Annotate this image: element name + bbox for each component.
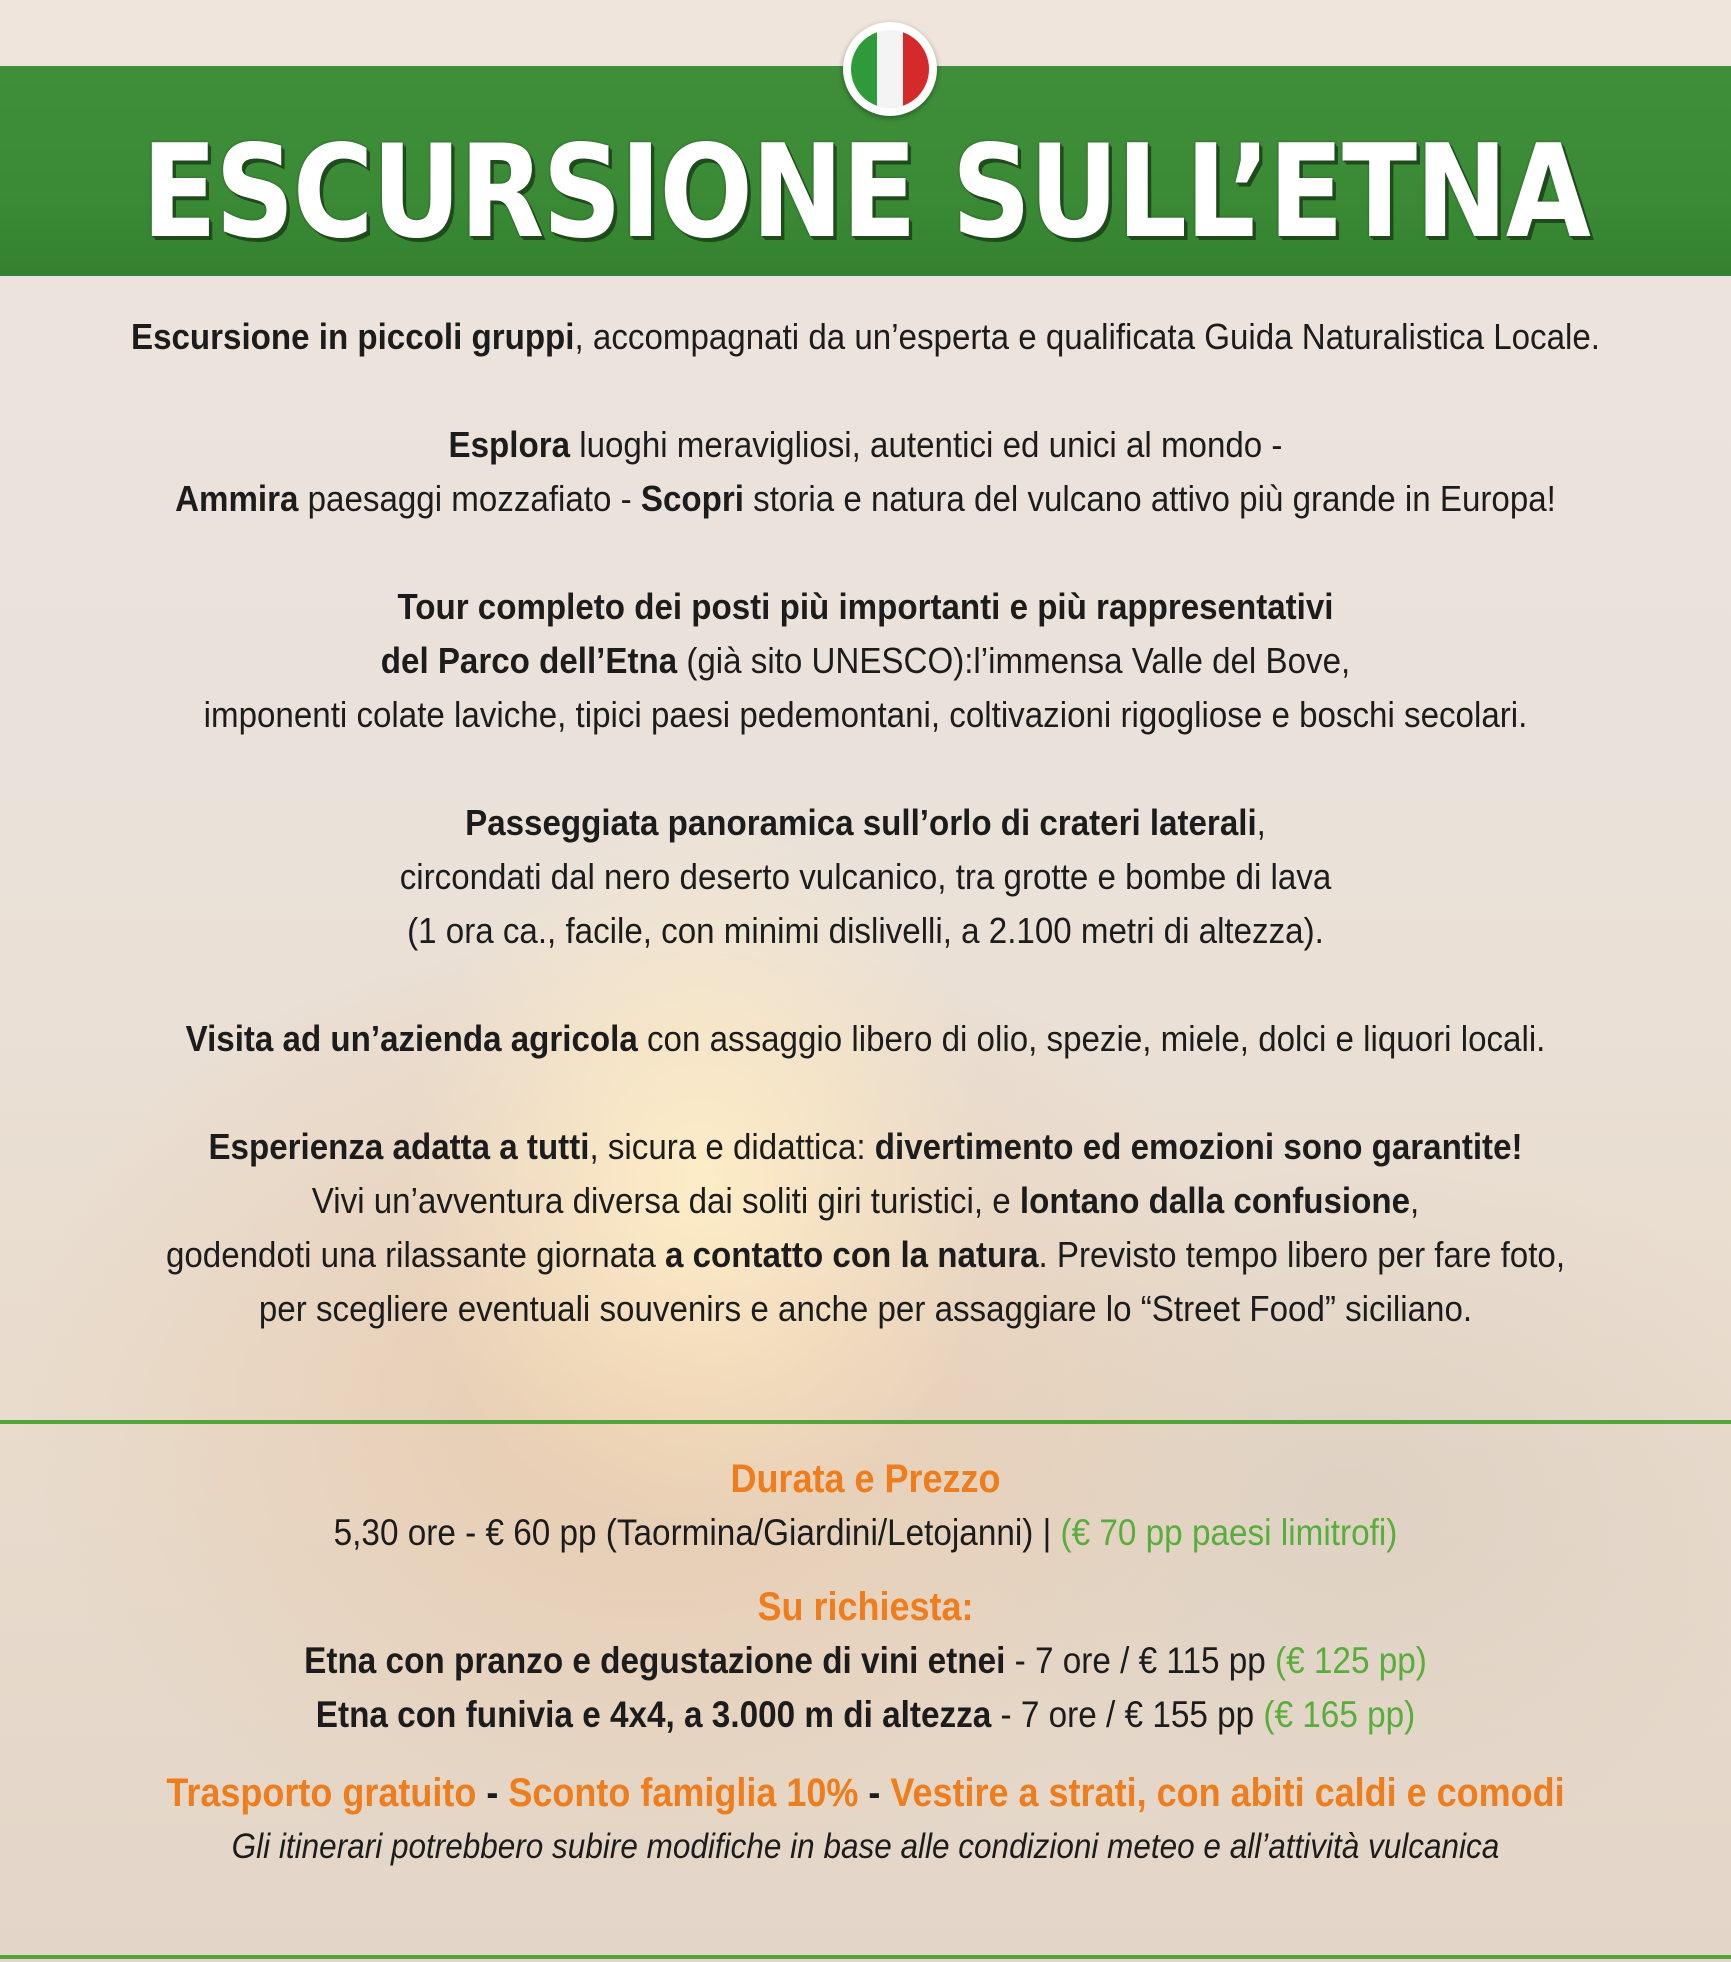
perks-line: Trasporto gratuito - Sconto famiglia 10% - Vestire a strati, con abiti caldi e comodi <box>166 1771 1565 1815</box>
duration-heading: Durata e Prezzo <box>730 1457 1001 1501</box>
paragraph-walk: Passeggiata panoramica sull’orlo di crateri laterali, circondati dal nero deserto vulcanico, tra grotte e bombe di lava (1 ora ca., facile, con minimi dislivelli, a 2.100 metri di altezza). <box>399 802 1332 951</box>
page-title: ESCURSIONE SULL’ETNA <box>141 118 1590 267</box>
disclaimer: Gli itinerari potrebbero subire modifiche in base alle condizioni meteo e all’attività vulcanica <box>231 1827 1500 1866</box>
paragraph-tour: Tour completo dei posti più importanti e più rappresentativi del Parco dell’Etna (già sito UNESCO):l’immensa Valle del Bove, imponenti colate laviche, tipici paesi pedemontani, coltivazioni rigogliose e boschi secolari. <box>203 586 1528 735</box>
paragraph-farm: Visita ad un’azienda agricola con assaggio libero di olio, spezie, miele, dolci e liquori locali. <box>185 1018 1546 1059</box>
pricing-section <box>0 1452 1731 1874</box>
paragraph-small-groups: Escursione in piccoli gruppi, accompagnati da un’esperta e qualificata Guida Naturalistica Locale. <box>130 316 1601 357</box>
option-cable-car: Etna con funivia e 4x4, a 3.000 m di altezza - 7 ore / € 155 pp (€ 165 pp) <box>315 1694 1416 1735</box>
section-divider <box>0 1420 1731 1424</box>
option-lunch-wine: Etna con pranzo e degustazione di vini etnei - 7 ore / € 115 pp (€ 125 pp) <box>304 1640 1427 1681</box>
paragraph-experience: Esperienza adatta a tutti, sicura e didattica: divertimento ed emozioni sono garantite! Vivi un’avventura diversa dai soliti giri turistici, e lontano dalla confusione, godendoti una rilassante giornata a contatto con la natura. Previsto tempo libero per fare foto, per scegliere eventuali souvenirs e anche per assaggiare lo “Street Food” siciliano. <box>165 1126 1566 1329</box>
bottom-divider <box>0 1955 1731 1959</box>
description <box>60 310 1671 1336</box>
paragraph-explore: Esplora luoghi meravigliosi, autentici ed unici al mondo - Ammira paesaggi mozzafiato - Scopri storia e natura del vulcano attivo più grande in Europa! <box>175 424 1556 519</box>
request-heading: Su richiesta: <box>757 1585 974 1629</box>
duration-price: 5,30 ore - € 60 pp (Taormina/Giardini/Letojanni) | (€ 70 pp paesi limitrofi) <box>333 1512 1398 1553</box>
italian-flag-icon <box>843 22 937 116</box>
